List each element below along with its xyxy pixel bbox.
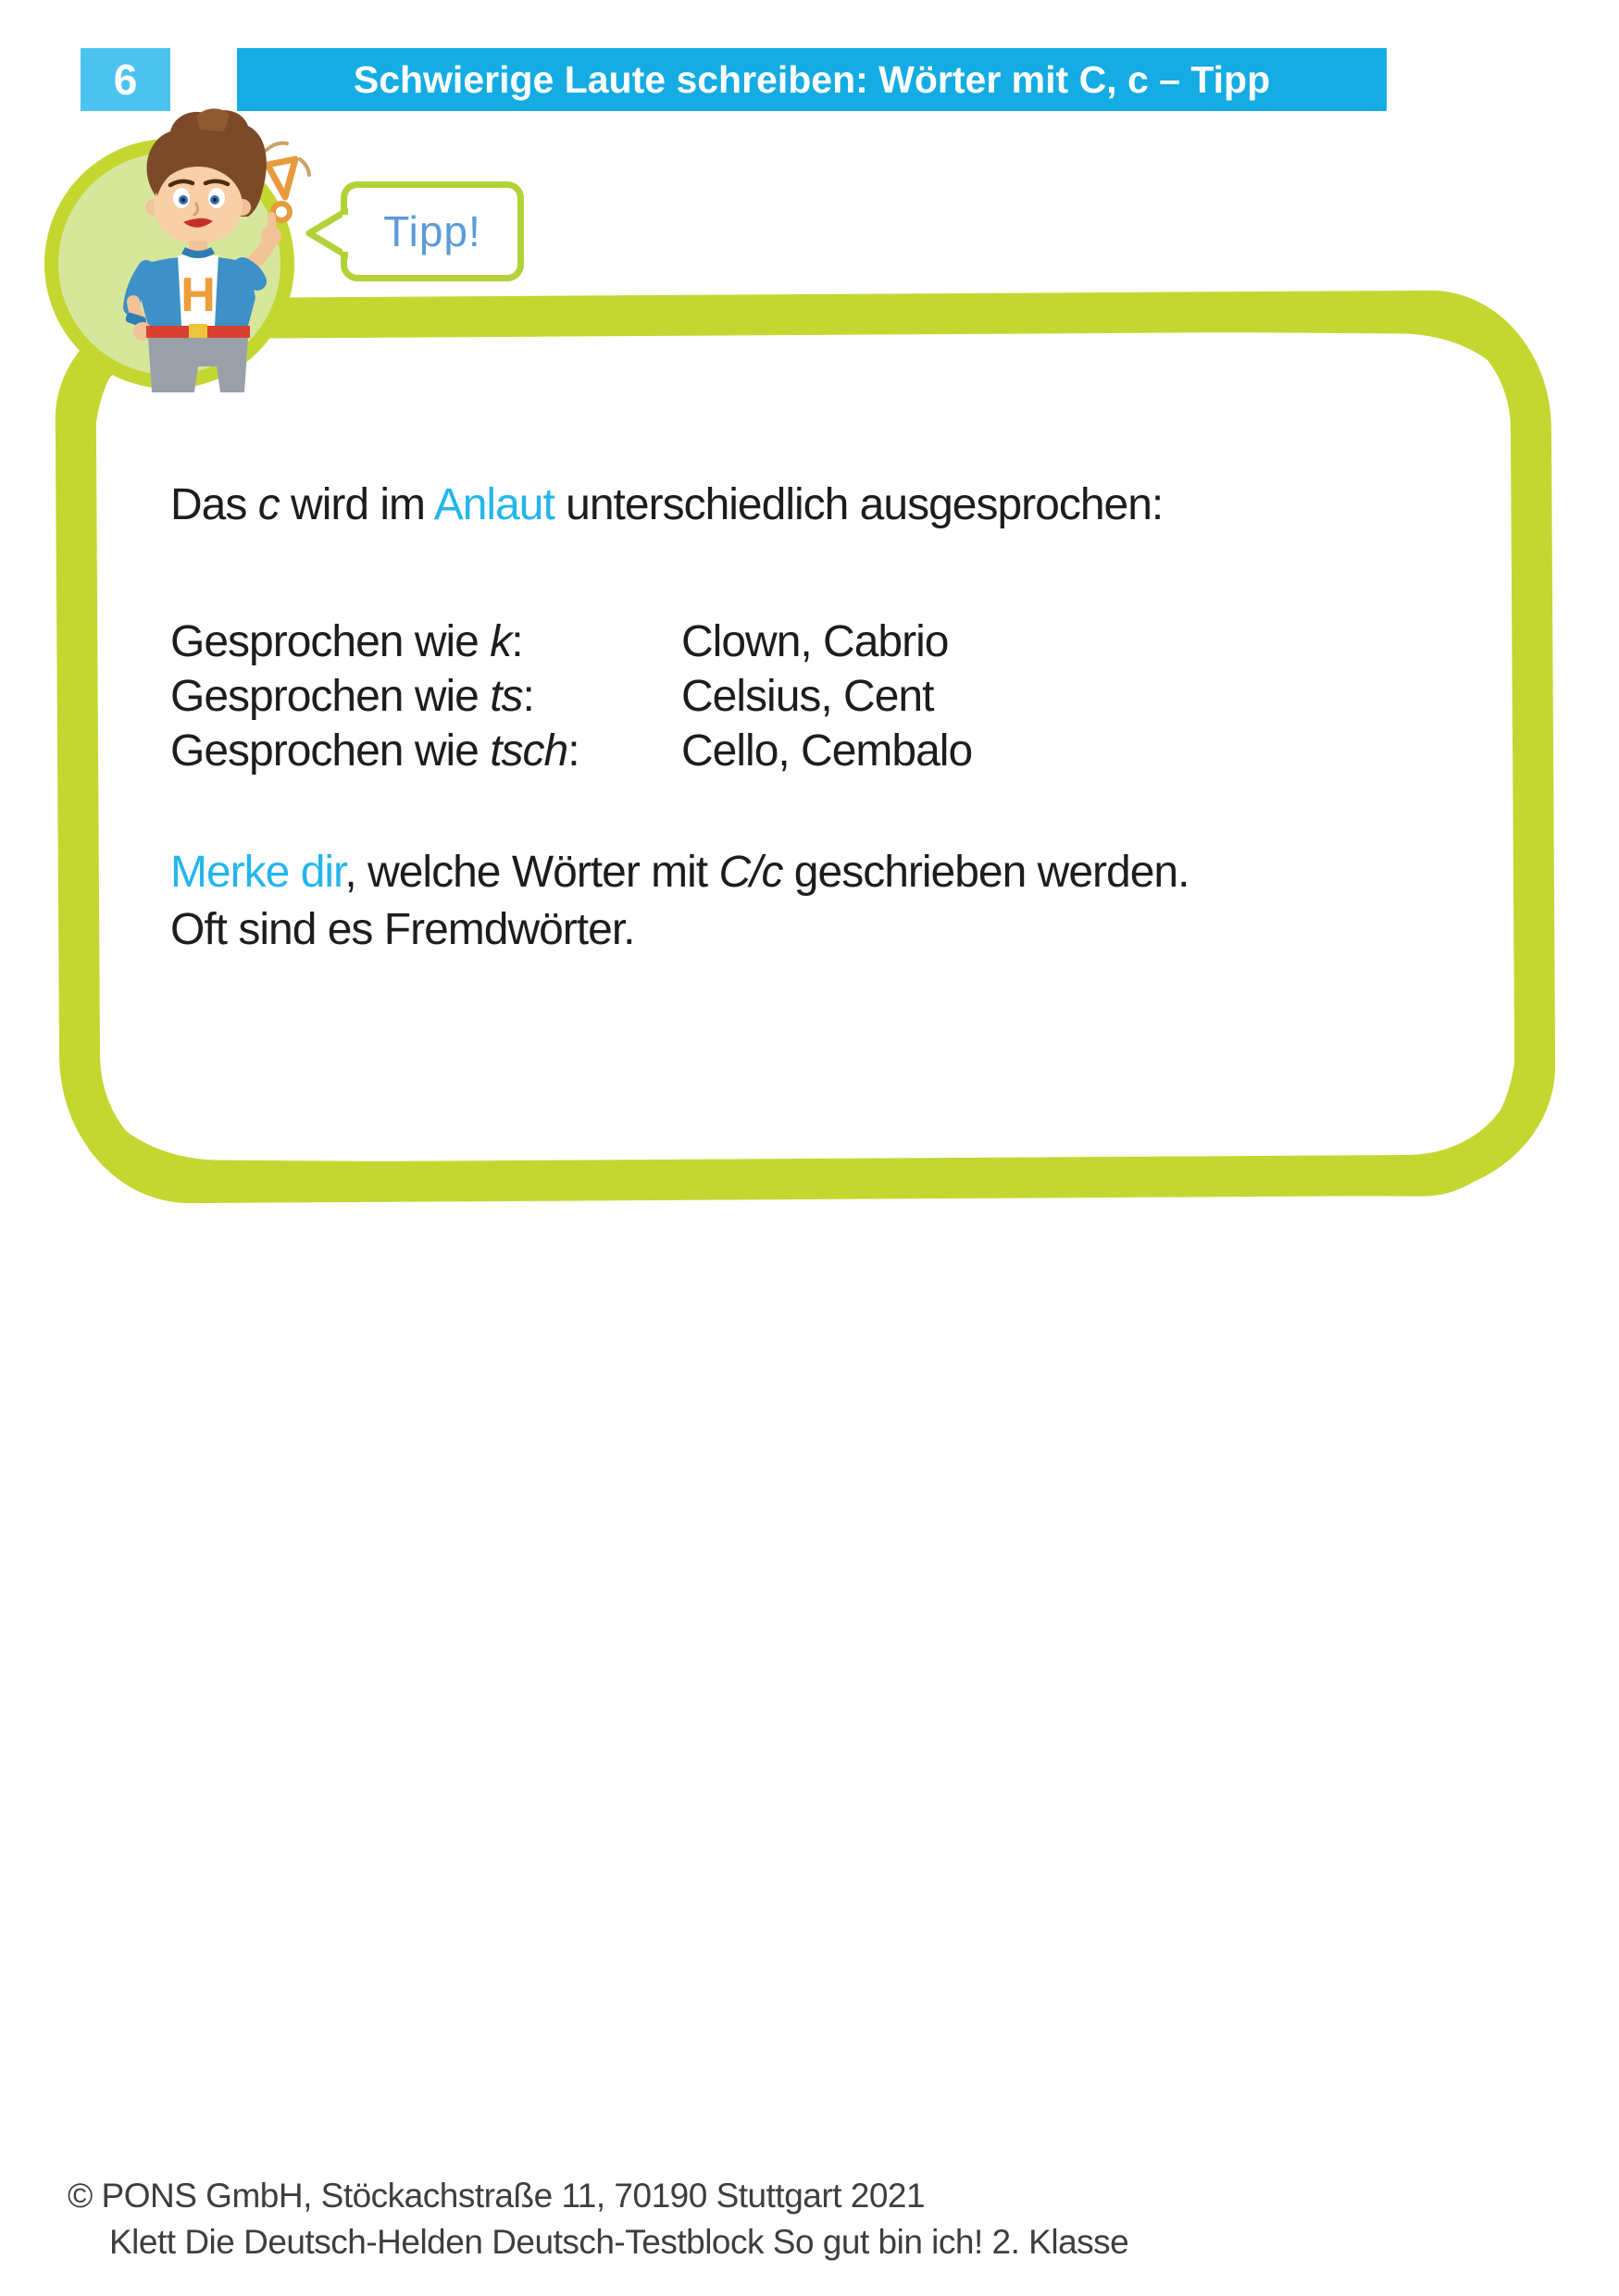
pronunciation-row [170, 669, 972, 724]
pronunciation-row [170, 724, 972, 778]
note-highlight-merke-dir: Merke dir [170, 848, 345, 897]
row-examples: Cello, Cembalo [681, 726, 973, 776]
intro-line [170, 479, 1163, 530]
note-cc: C/c [718, 848, 783, 897]
footer-copyright: © PONS GmbH, Stöckachstraße 11, 70190 Stuttgart 2021 [68, 2177, 926, 2215]
page-number: 6 [113, 56, 138, 104]
row-examples: Clown, Cabrio [681, 617, 949, 666]
note-line-2: Oft sind es Fremdwörter. [170, 905, 635, 954]
page-number-badge [81, 48, 170, 111]
exclamation-icon [268, 159, 295, 220]
intro-pre: Das [170, 480, 258, 529]
speech-bubble-tail [302, 205, 348, 261]
row-label: Gesprochen wie k: [170, 617, 523, 666]
note-line-1: Merke dir, welche Wörter mit C/c geschrieben werden. [170, 848, 1189, 897]
row-label: Gesprochen wie tsch: [170, 726, 579, 776]
shirt-letter: H [181, 268, 216, 322]
row-examples: Celsius, Cent [681, 672, 934, 721]
row-label: Gesprochen wie ts: [170, 672, 534, 721]
intro-letter-c: c [257, 480, 280, 529]
speech-bubble [341, 181, 524, 281]
intro-mid: wird im [279, 480, 434, 529]
pronunciation-row [170, 614, 972, 669]
header-title-bar [237, 48, 1387, 111]
note-block [170, 844, 1189, 959]
mascot-illustration [85, 104, 317, 428]
intro-highlight-anlaut: Anlaut [433, 480, 554, 529]
speech-bubble-text: Tipp! [383, 207, 481, 255]
page-title: Schwierige Laute schreiben: Wörter mit C, c – Tipp [353, 57, 1271, 101]
pronunciation-table [170, 614, 972, 778]
intro-post: unterschiedlich ausgesprochen: [554, 480, 1164, 529]
footer-series-title: Klett Die Deutsch-Helden Deutsch-Testblock So gut bin ich! 2. Klasse [109, 2223, 1129, 2261]
